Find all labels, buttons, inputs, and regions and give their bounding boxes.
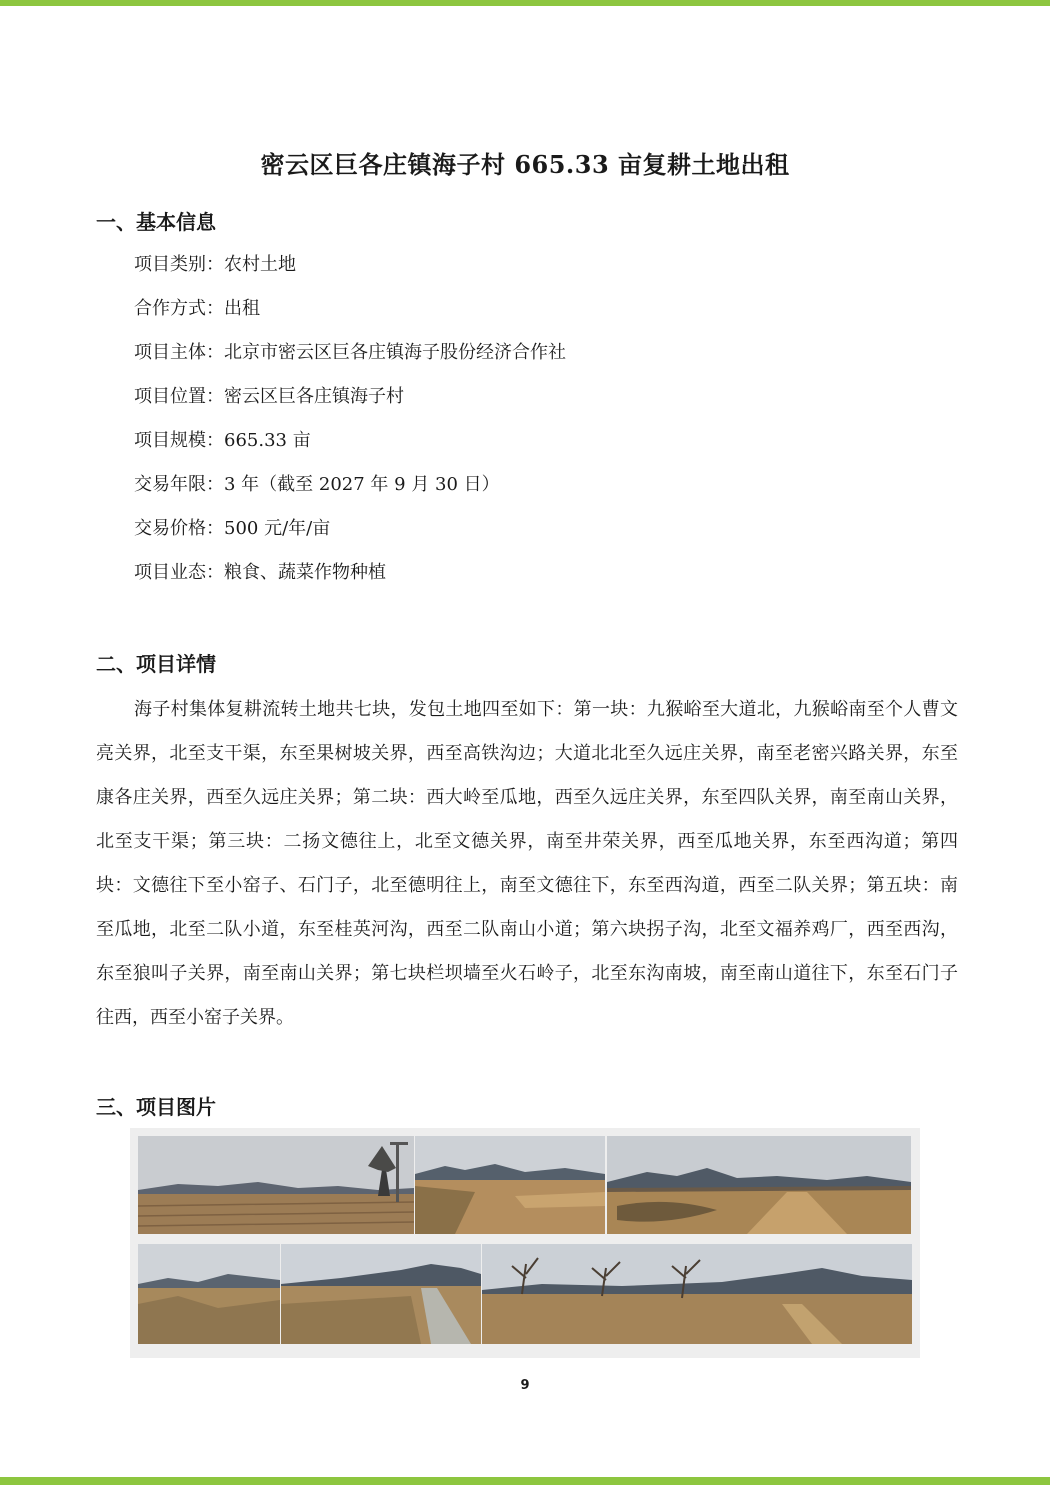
info-trade-term: 交易年限：3 年（截至 2027 年 9 月 30 日） xyxy=(134,474,500,495)
info-trade-price: 交易价格：500 元/年/亩 xyxy=(134,518,331,539)
top-accent-bar xyxy=(0,0,1050,6)
info-project-scale: 项目规模：665.33 亩 xyxy=(134,430,311,451)
farmland-photo-3 xyxy=(607,1136,911,1234)
info-project-entity: 项目主体：北京市密云区巨各庄镇海子股份经济合作社 xyxy=(134,342,566,363)
page-number: 9 xyxy=(520,1378,530,1393)
farmland-photo-4 xyxy=(138,1244,280,1344)
info-project-location: 项目位置：密云区巨各庄镇海子村 xyxy=(134,386,404,407)
section-heading-project-photos: 三、项目图片 xyxy=(96,1095,216,1119)
farmland-photo-5 xyxy=(281,1244,481,1344)
project-details-paragraph: 海子村集体复耕流转土地共七块，发包土地四至如下：第一块：九猴峪至大道北，九猴峪南至个人曹文亮关界，北至支干渠，东至果树坡关界，西至高铁沟边；大道北北至久远庄关界，南至老密兴路关界，东至康各庄关界，西至久远庄关界；第二块：西大岭至瓜地，西至久远庄关界，东至四队关界，南至南山关界，北至支干渠；第三块：二扬文德往上，北至文德关界，南至井荣关界，西至瓜地关界，东至西沟道；第四块：文德往下至小窑子、石门子，北至德明往上，南至文德往下，东至西沟道，西至二队关界；第五块：南至瓜地，北至二队小道，东至桂英河沟，西至二队南山小道；第六块拐子沟，北至文福养鸡厂，西至西沟，东至狼叫子关界，南至南山关界；第七块栏坝墙至火石岭子，北至东沟南坡，南至南山道往下，东至石门子往西，西至小窑子关界。 xyxy=(96,699,958,1028)
farmland-photo-6 xyxy=(482,1244,912,1344)
info-project-category: 项目类别：农村土地 xyxy=(134,254,296,275)
section-heading-basic-info: 一、基本信息 xyxy=(96,210,216,234)
bottom-accent-bar xyxy=(0,1477,1050,1485)
section-heading-project-details: 二、项目详情 xyxy=(96,652,216,676)
document-title: 密云区巨各庄镇海子村 665.33 亩复耕土地出租 xyxy=(260,150,790,179)
info-project-format: 项目业态：粮食、蔬菜作物种植 xyxy=(134,562,386,583)
photo-collage xyxy=(130,1128,920,1358)
farmland-photo-2 xyxy=(415,1136,605,1234)
farmland-photo-1 xyxy=(138,1136,414,1234)
info-cooperation-mode: 合作方式：出租 xyxy=(134,298,260,319)
